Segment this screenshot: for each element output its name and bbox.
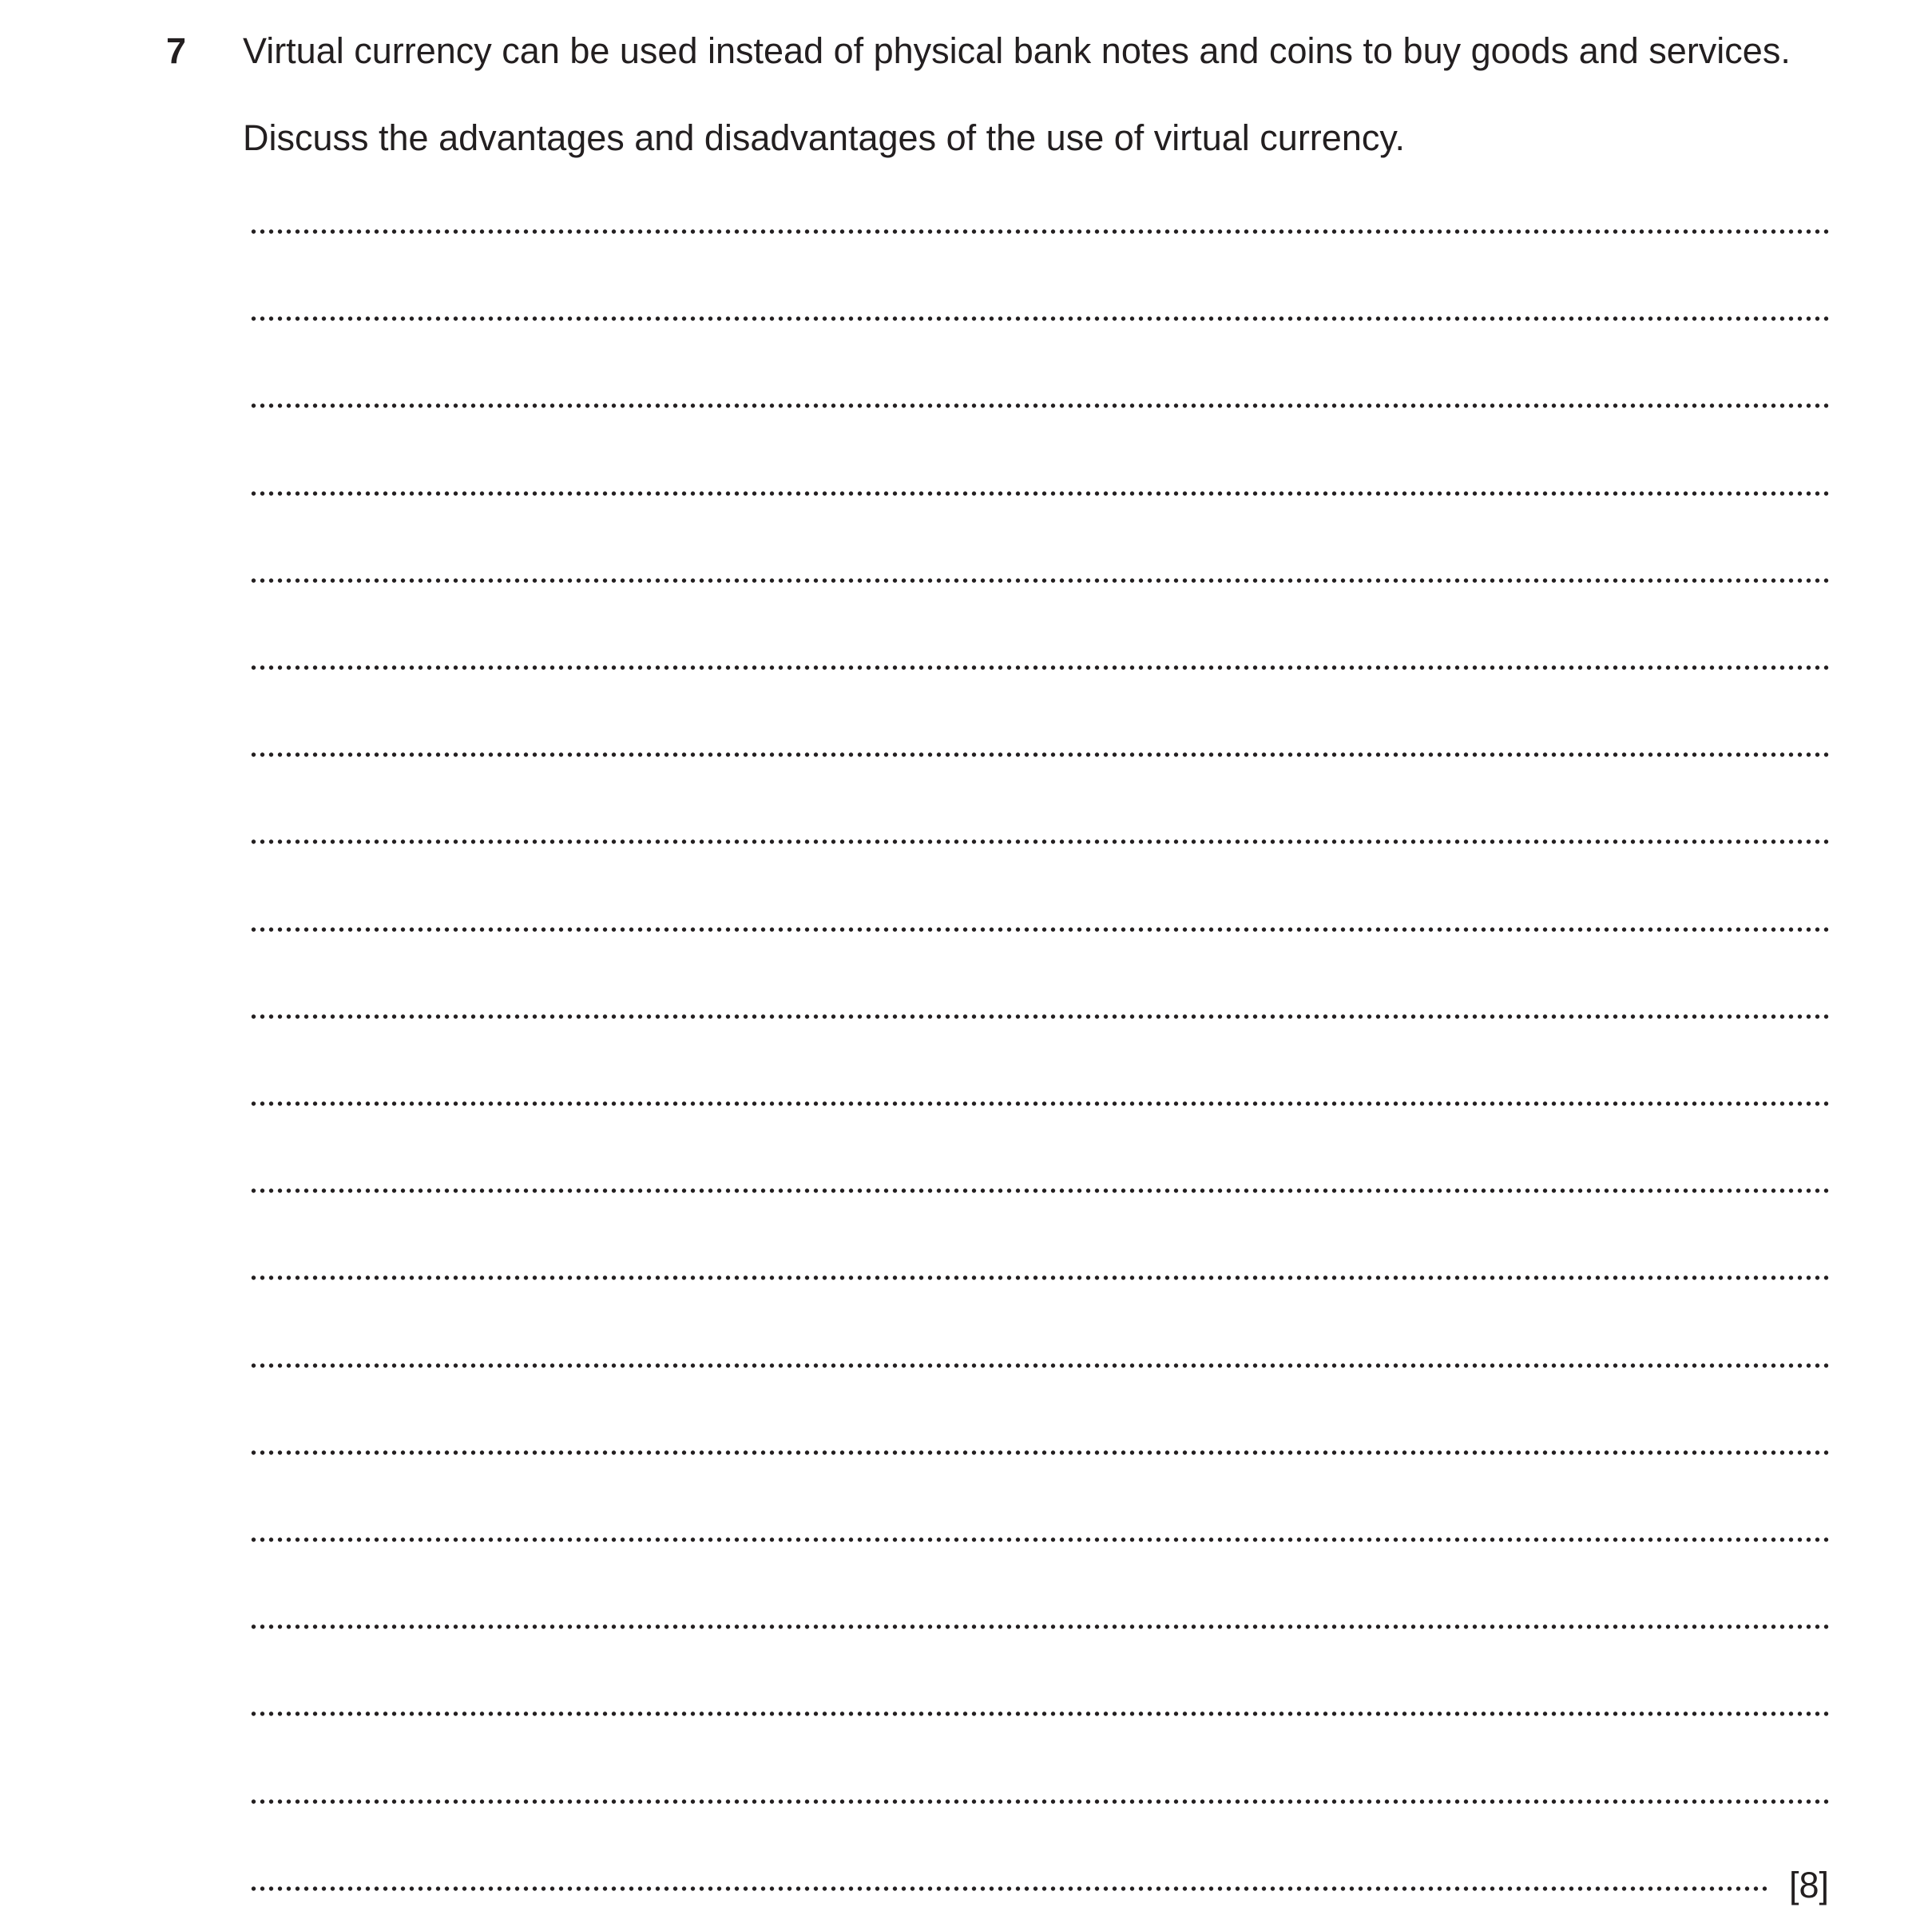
answer-line[interactable] (249, 1188, 1831, 1193)
answer-line[interactable] (249, 316, 1831, 321)
answer-line[interactable] (249, 1799, 1831, 1804)
question-number: 7 (166, 30, 187, 71)
answer-line[interactable] (249, 229, 1831, 234)
answer-line[interactable] (249, 665, 1831, 670)
answer-line[interactable] (249, 839, 1831, 844)
answer-line[interactable] (249, 1101, 1831, 1106)
answer-line[interactable] (249, 1711, 1831, 1716)
answer-line[interactable] (249, 1537, 1831, 1542)
answer-line[interactable] (249, 1624, 1831, 1629)
answer-line[interactable] (249, 491, 1831, 496)
question-stem: Virtual currency can be used instead of physical bank notes and coins to buy goods and services. (243, 30, 1791, 71)
answer-line[interactable] (249, 1014, 1831, 1019)
answer-line[interactable] (249, 1275, 1831, 1280)
answer-line[interactable] (249, 1886, 1767, 1891)
answer-line[interactable] (249, 752, 1831, 757)
answer-line[interactable] (249, 927, 1831, 932)
answer-line[interactable] (249, 1450, 1831, 1455)
question-instruction: Discuss the advantages and disadvantages of the use of virtual currency. (243, 117, 1406, 158)
answer-line[interactable] (249, 1363, 1831, 1368)
answer-line[interactable] (249, 578, 1831, 583)
marks-allocation: [8] (1789, 1865, 1830, 1905)
answer-line[interactable] (249, 403, 1831, 408)
